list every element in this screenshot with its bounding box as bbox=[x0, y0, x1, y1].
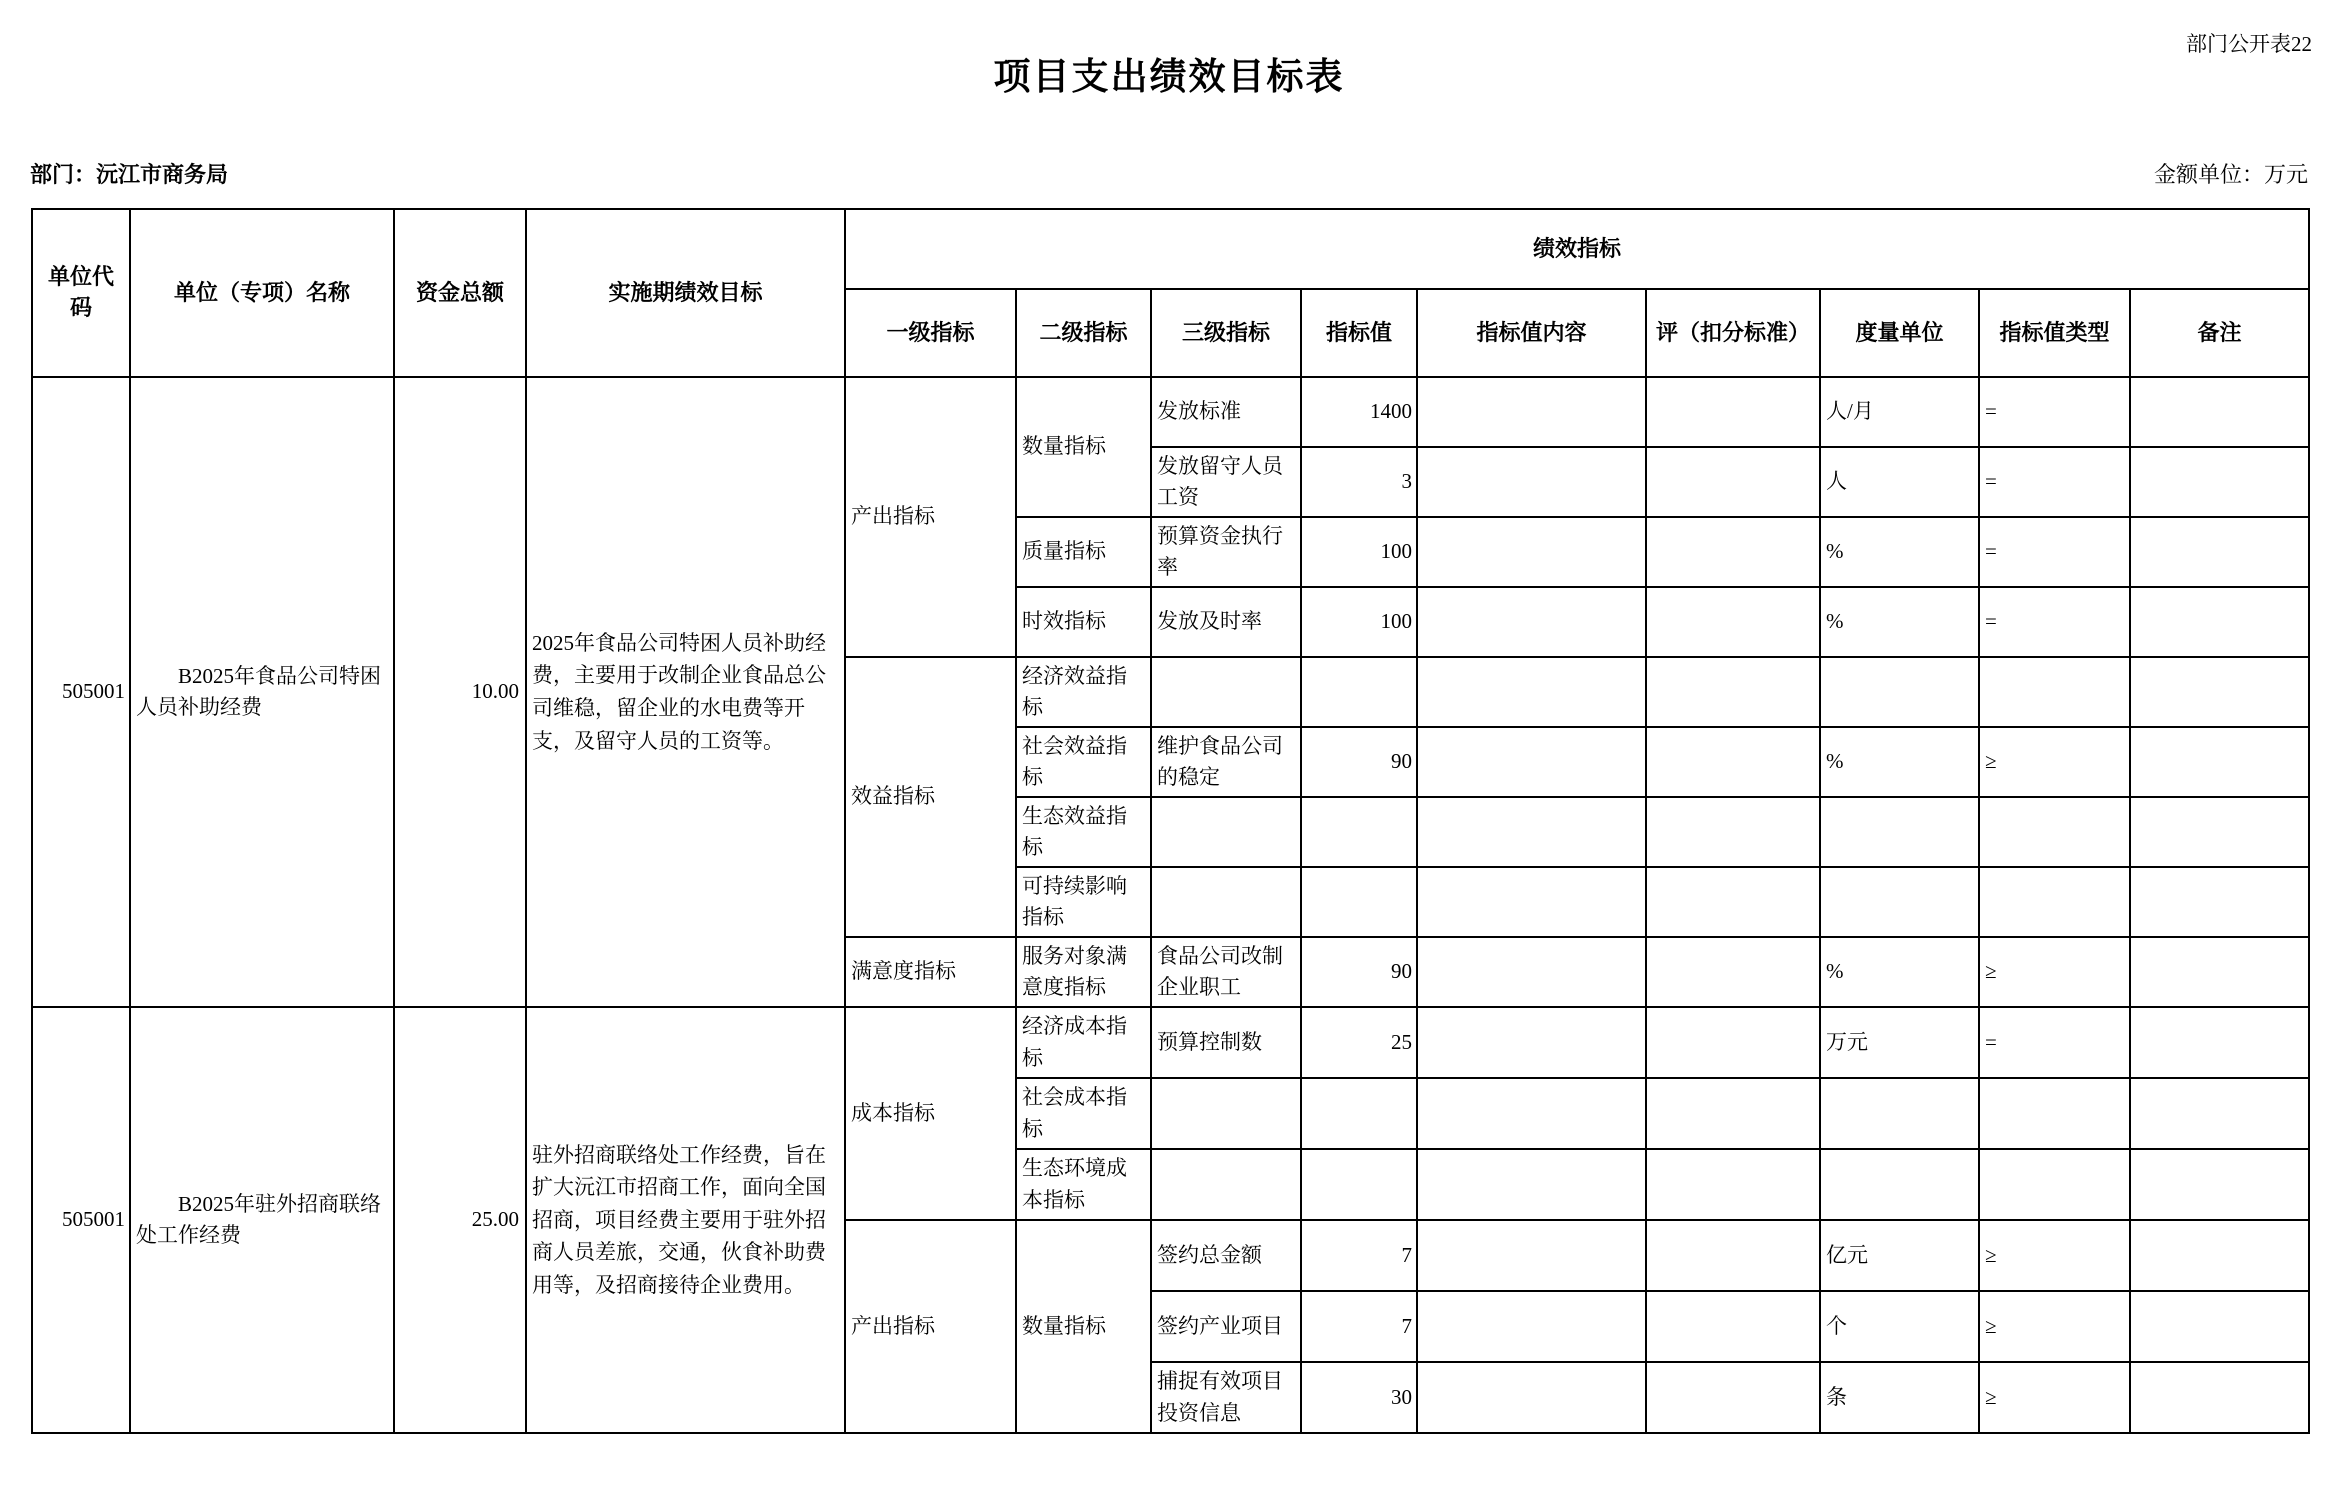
cell-level2: 生态效益指标 bbox=[1016, 797, 1151, 867]
cell-measure-unit: 人 bbox=[1820, 447, 1979, 517]
cell-value-content bbox=[1417, 1220, 1646, 1291]
department-label: 部门：沅江市商务局 bbox=[30, 162, 229, 187]
sheet-number-label: 部门公开表22 bbox=[2186, 32, 2312, 56]
cell-value: 90 bbox=[1301, 727, 1417, 797]
cell-remark bbox=[2130, 517, 2309, 587]
cell-value-content bbox=[1417, 377, 1646, 447]
header-value-type: 指标值类型 bbox=[1979, 289, 2130, 377]
cell-value bbox=[1301, 797, 1417, 867]
unit-name-text: B2025年驻外招商联络处工作经费 bbox=[136, 1191, 382, 1247]
cell-value-type: = bbox=[1979, 1007, 2130, 1078]
cell-level1: 效益指标 bbox=[845, 657, 1016, 937]
cell-deduction bbox=[1646, 937, 1820, 1007]
cell-value: 7 bbox=[1301, 1220, 1417, 1291]
cell-level3: 发放标准 bbox=[1151, 377, 1301, 447]
cell-value: 30 bbox=[1301, 1362, 1417, 1433]
cell-deduction bbox=[1646, 797, 1820, 867]
cell-measure-unit bbox=[1820, 657, 1979, 727]
cell-value-type: ≥ bbox=[1979, 1291, 2130, 1362]
cell-deduction bbox=[1646, 1362, 1820, 1433]
cell-value: 1400 bbox=[1301, 377, 1417, 447]
cell-level3: 签约产业项目 bbox=[1151, 1291, 1301, 1362]
cell-level1: 产出指标 bbox=[845, 1220, 1016, 1433]
cell-value: 90 bbox=[1301, 937, 1417, 1007]
cell-period-target: 2025年食品公司特困人员补助经费，主要用于改制企业食品总公司维稳，留企业的水电费等开支，及留守人员的工资等。 bbox=[526, 377, 845, 1007]
cell-remark bbox=[2130, 937, 2309, 1007]
table-row bbox=[32, 1007, 2309, 1078]
cell-value-content bbox=[1417, 1078, 1646, 1149]
cell-value-content bbox=[1417, 1291, 1646, 1362]
cell-level2: 社会成本指标 bbox=[1016, 1078, 1151, 1149]
cell-value-type bbox=[1979, 867, 2130, 937]
header-value-content: 指标值内容 bbox=[1417, 289, 1646, 377]
cell-deduction bbox=[1646, 517, 1820, 587]
cell-value-type: = bbox=[1979, 377, 2130, 447]
performance-target-table bbox=[31, 208, 2310, 1434]
cell-measure-unit: 个 bbox=[1820, 1291, 1979, 1362]
cell-level3: 发放留守人员工资 bbox=[1151, 447, 1301, 517]
header-unit-name: 单位（专项）名称 bbox=[130, 209, 394, 377]
header-deduction: 评（扣分标准） bbox=[1646, 289, 1820, 377]
cell-measure-unit: % bbox=[1820, 727, 1979, 797]
header-measure-unit: 度量单位 bbox=[1820, 289, 1979, 377]
cell-level2: 质量指标 bbox=[1016, 517, 1151, 587]
cell-value bbox=[1301, 1078, 1417, 1149]
cell-remark bbox=[2130, 1149, 2309, 1220]
cell-level2: 经济效益指标 bbox=[1016, 657, 1151, 727]
cell-remark bbox=[2130, 867, 2309, 937]
cell-value: 3 bbox=[1301, 447, 1417, 517]
cell-value-content bbox=[1417, 1007, 1646, 1078]
header-remark: 备注 bbox=[2130, 289, 2309, 377]
cell-remark bbox=[2130, 727, 2309, 797]
cell-deduction bbox=[1646, 377, 1820, 447]
cell-value bbox=[1301, 867, 1417, 937]
cell-measure-unit: % bbox=[1820, 937, 1979, 1007]
cell-level3: 维护食品公司的稳定 bbox=[1151, 727, 1301, 797]
cell-level3 bbox=[1151, 657, 1301, 727]
cell-value-content bbox=[1417, 867, 1646, 937]
cell-value: 7 bbox=[1301, 1291, 1417, 1362]
cell-level1: 成本指标 bbox=[845, 1007, 1016, 1220]
cell-value-type: = bbox=[1979, 447, 2130, 517]
cell-measure-unit: 万元 bbox=[1820, 1007, 1979, 1078]
cell-value-type: ≥ bbox=[1979, 1362, 2130, 1433]
cell-value-type: ≥ bbox=[1979, 1220, 2130, 1291]
cell-level3: 发放及时率 bbox=[1151, 587, 1301, 657]
header-level3: 三级指标 bbox=[1151, 289, 1301, 377]
cell-value-content bbox=[1417, 447, 1646, 517]
cell-value: 25 bbox=[1301, 1007, 1417, 1078]
cell-level3: 签约总金额 bbox=[1151, 1220, 1301, 1291]
cell-remark bbox=[2130, 587, 2309, 657]
cell-value-content bbox=[1417, 937, 1646, 1007]
cell-value-type: ≥ bbox=[1979, 937, 2130, 1007]
cell-remark bbox=[2130, 1291, 2309, 1362]
cell-remark bbox=[2130, 797, 2309, 867]
cell-remark bbox=[2130, 447, 2309, 517]
cell-value-content bbox=[1417, 1149, 1646, 1220]
unit-name-text: B2025年食品公司特困人员补助经费 bbox=[136, 663, 382, 719]
cell-value-type: = bbox=[1979, 587, 2130, 657]
cell-measure-unit: 人/月 bbox=[1820, 377, 1979, 447]
header-total-fund: 资金总额 bbox=[394, 209, 526, 377]
cell-unit-name bbox=[130, 1007, 394, 1433]
cell-deduction bbox=[1646, 1291, 1820, 1362]
cell-value: 100 bbox=[1301, 517, 1417, 587]
table-row bbox=[32, 377, 2309, 447]
cell-measure-unit bbox=[1820, 1078, 1979, 1149]
cell-total-fund: 10.00 bbox=[394, 377, 526, 1007]
header-value: 指标值 bbox=[1301, 289, 1417, 377]
header-level2: 二级指标 bbox=[1016, 289, 1151, 377]
cell-level2: 经济成本指标 bbox=[1016, 1007, 1151, 1078]
cell-remark bbox=[2130, 657, 2309, 727]
cell-value bbox=[1301, 1149, 1417, 1220]
cell-level2: 生态环境成本指标 bbox=[1016, 1149, 1151, 1220]
cell-total-fund: 25.00 bbox=[394, 1007, 526, 1433]
cell-level2: 服务对象满意度指标 bbox=[1016, 937, 1151, 1007]
cell-deduction bbox=[1646, 1220, 1820, 1291]
cell-value-content bbox=[1417, 727, 1646, 797]
cell-unit-name bbox=[130, 377, 394, 1007]
cell-value bbox=[1301, 657, 1417, 727]
header-unit-code: 单位代码 bbox=[32, 209, 130, 377]
cell-unit-code: 505001 bbox=[32, 377, 130, 1007]
cell-value-type bbox=[1979, 797, 2130, 867]
cell-level3: 预算控制数 bbox=[1151, 1007, 1301, 1078]
cell-deduction bbox=[1646, 1149, 1820, 1220]
cell-value-content bbox=[1417, 797, 1646, 867]
cell-value-type bbox=[1979, 657, 2130, 727]
cell-measure-unit: 条 bbox=[1820, 1362, 1979, 1433]
cell-value-content bbox=[1417, 587, 1646, 657]
cell-deduction bbox=[1646, 587, 1820, 657]
cell-level3 bbox=[1151, 1078, 1301, 1149]
cell-remark bbox=[2130, 1220, 2309, 1291]
cell-value-content bbox=[1417, 657, 1646, 727]
cell-deduction bbox=[1646, 1007, 1820, 1078]
header-level1: 一级指标 bbox=[845, 289, 1016, 377]
cell-period-target: 驻外招商联络处工作经费，旨在扩大沅江市招商工作，面向全国招商，项目经费主要用于驻外招商人员差旅，交通，伙食补助费用等，及招商接待企业费用。 bbox=[526, 1007, 845, 1433]
cell-value-content bbox=[1417, 1362, 1646, 1433]
header-period-target: 实施期绩效目标 bbox=[526, 209, 845, 377]
cell-deduction bbox=[1646, 447, 1820, 517]
cell-measure-unit bbox=[1820, 1149, 1979, 1220]
cell-level2: 可持续影响指标 bbox=[1016, 867, 1151, 937]
cell-level3 bbox=[1151, 1149, 1301, 1220]
cell-measure-unit: % bbox=[1820, 517, 1979, 587]
cell-deduction bbox=[1646, 727, 1820, 797]
cell-level3 bbox=[1151, 797, 1301, 867]
cell-remark bbox=[2130, 1007, 2309, 1078]
cell-remark bbox=[2130, 377, 2309, 447]
cell-remark bbox=[2130, 1078, 2309, 1149]
cell-value-type bbox=[1979, 1149, 2130, 1220]
amount-unit-label: 金额单位：万元 bbox=[2153, 162, 2308, 187]
cell-measure-unit: 亿元 bbox=[1820, 1220, 1979, 1291]
cell-deduction bbox=[1646, 657, 1820, 727]
cell-measure-unit bbox=[1820, 797, 1979, 867]
cell-value-type bbox=[1979, 1078, 2130, 1149]
cell-level3: 食品公司改制企业职工 bbox=[1151, 937, 1301, 1007]
header-performance-group: 绩效指标 bbox=[845, 209, 2309, 289]
cell-level2: 社会效益指标 bbox=[1016, 727, 1151, 797]
cell-level3 bbox=[1151, 867, 1301, 937]
cell-level1: 产出指标 bbox=[845, 377, 1016, 657]
cell-remark bbox=[2130, 1362, 2309, 1433]
cell-level2: 数量指标 bbox=[1016, 1220, 1151, 1433]
cell-measure-unit bbox=[1820, 867, 1979, 937]
cell-level2: 时效指标 bbox=[1016, 587, 1151, 657]
cell-level2: 数量指标 bbox=[1016, 377, 1151, 517]
cell-value-type: = bbox=[1979, 517, 2130, 587]
page-title: 项目支出绩效目标表 bbox=[993, 57, 1345, 98]
cell-level1: 满意度指标 bbox=[845, 937, 1016, 1007]
cell-measure-unit: % bbox=[1820, 587, 1979, 657]
cell-unit-code: 505001 bbox=[32, 1007, 130, 1433]
cell-level3: 捕捉有效项目投资信息 bbox=[1151, 1362, 1301, 1433]
cell-deduction bbox=[1646, 867, 1820, 937]
cell-value: 100 bbox=[1301, 587, 1417, 657]
cell-deduction bbox=[1646, 1078, 1820, 1149]
cell-level3: 预算资金执行率 bbox=[1151, 517, 1301, 587]
cell-value-content bbox=[1417, 517, 1646, 587]
cell-value-type: ≥ bbox=[1979, 727, 2130, 797]
